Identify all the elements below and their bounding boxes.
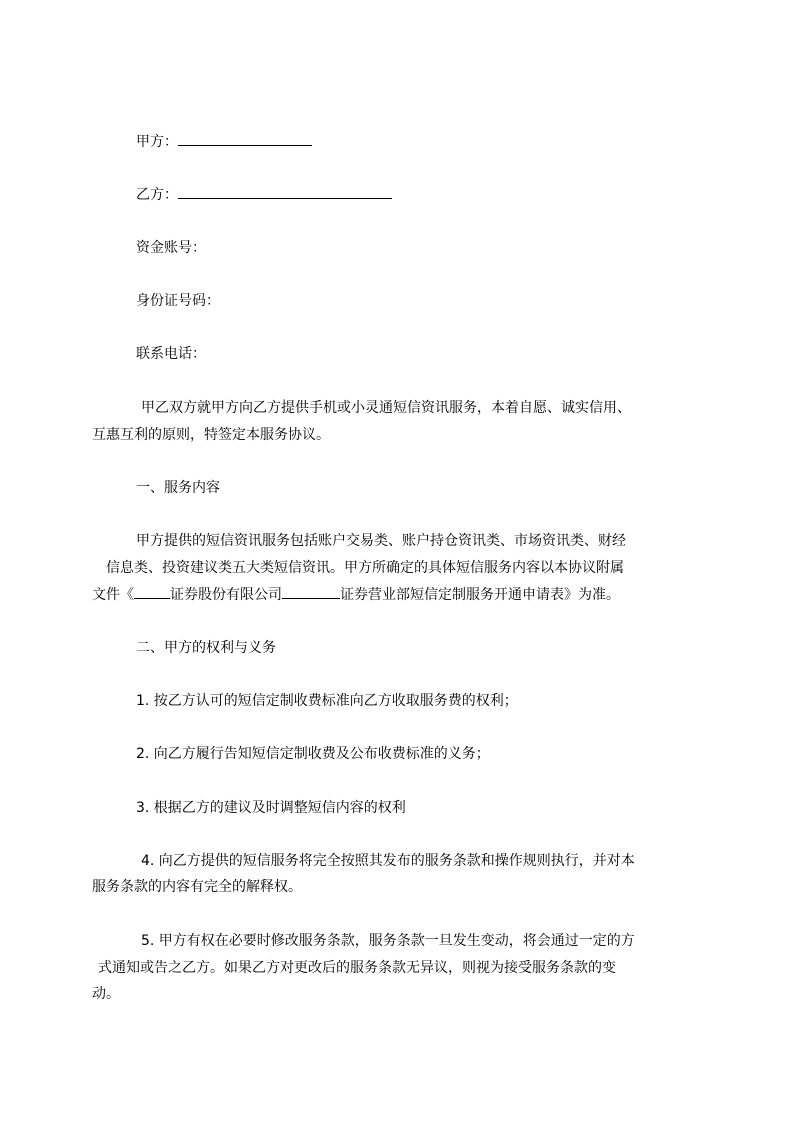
section-2-item-1: 1. 按乙方认可的短信定制收费标准向乙方收取服务费的权利； [136, 693, 518, 709]
company-name-blank[interactable] [134, 584, 170, 599]
section-2-item-3: 3. 根据乙方的建议及时调整短信内容的权利 [136, 800, 406, 816]
section-2-item-4-line-2: 服务条款的内容有完全的解释权。 [92, 879, 302, 895]
party-b-label: 乙方： [136, 187, 178, 203]
section-1-line-3-part-b: 证券股份有限公司 [170, 587, 282, 603]
section-2-item-5-line-3: 动。 [92, 986, 120, 1002]
section-1-line-3-part-c: 证券营业部短信定制服务开通申请表》为准。 [340, 587, 620, 603]
section-1-line-1: 甲方提供的短信资讯服务包括账户交易类、账户持仓资讯类、市场资讯类、财经 [136, 533, 626, 549]
intro-line-2: 互惠互利的原则，特签定本服务协议。 [92, 427, 330, 443]
section-1-line-3 [92, 584, 620, 605]
fund-account-label: 资金账号： [136, 240, 206, 256]
section-2-item-5-line-2: 式通知或告之乙方。如果乙方对更改后的服务条款无异议，则视为接受服务条款的变 [98, 960, 616, 976]
section-1-heading: 一、服务内容 [136, 480, 220, 496]
section-2-item-4-line-1: 4. 向乙方提供的短信服务将完全按照其发布的服务条款和操作规则执行，并对本 [141, 853, 635, 869]
section-2-item-5-line-1: 5. 甲方有权在必要时修改服务条款，服务条款一旦发生变动，将会通过一定的方 [141, 933, 635, 949]
party-a-label: 甲方： [136, 134, 178, 150]
party-a-blank[interactable] [178, 131, 312, 146]
section-1-line-3-part-a: 文件《 [92, 587, 134, 603]
party-b-blank[interactable] [178, 184, 392, 199]
phone-label: 联系电话： [136, 346, 206, 362]
intro-line-1: 甲乙双方就甲方向乙方提供手机或小灵通短信资讯服务，本着自愿、诚实信用、 [141, 400, 631, 416]
section-1-line-2: 信息类、投资建议类五大类短信资讯。甲方所确定的具体短信服务内容以本协议附属 [106, 560, 624, 576]
section-2-heading: 二、甲方的权利与义务 [136, 640, 276, 656]
branch-name-blank[interactable] [282, 584, 340, 599]
party-b-field [136, 184, 392, 205]
section-2-item-2: 2. 向乙方履行告知短信定制收费及公布收费标准的义务； [136, 746, 490, 762]
id-number-label: 身份证号码： [136, 293, 220, 309]
party-a-field [136, 131, 312, 152]
